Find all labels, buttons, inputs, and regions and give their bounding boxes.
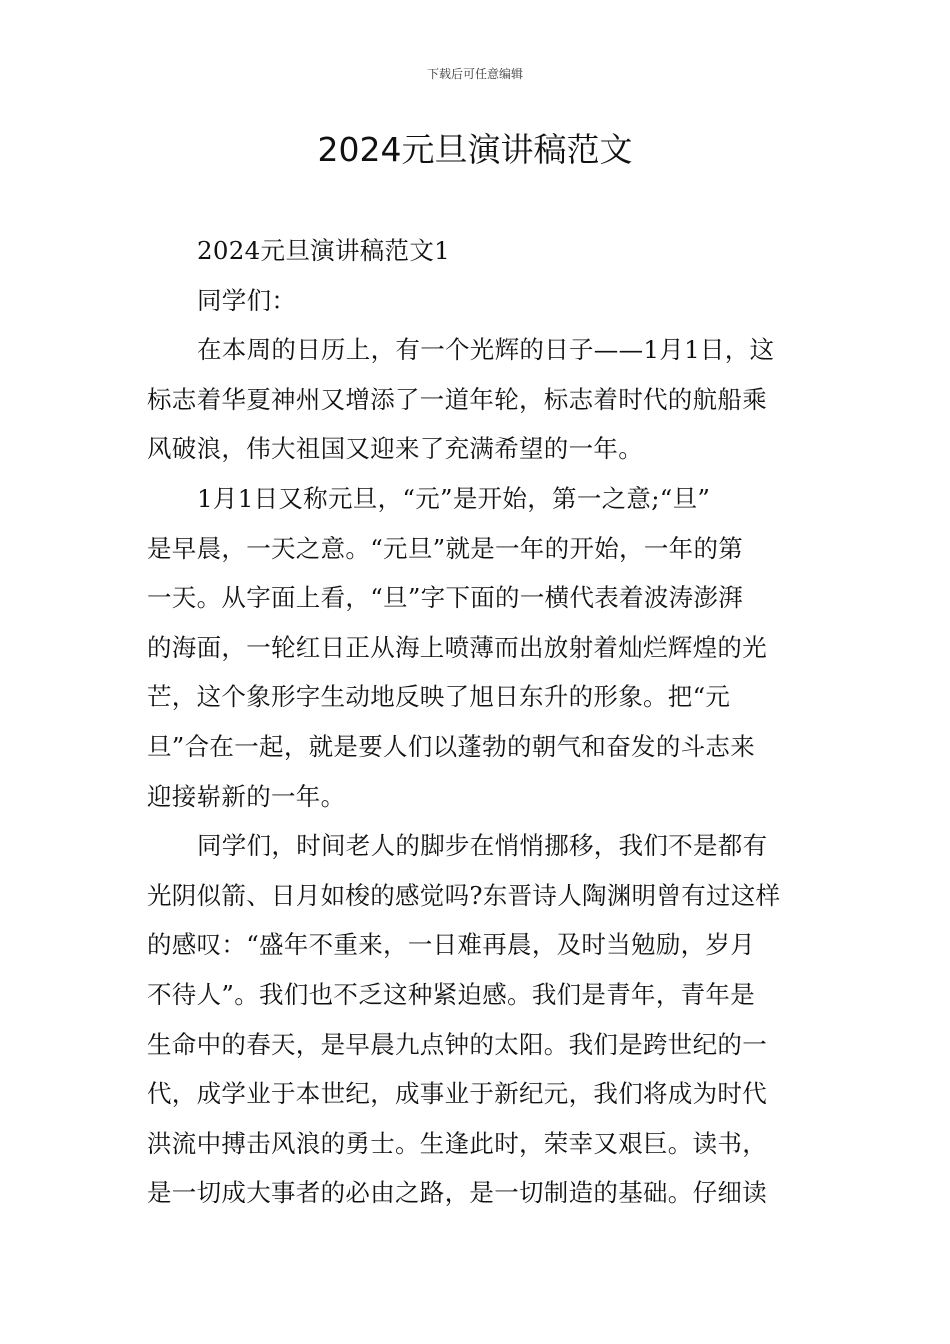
body-line: 光阴似箭、日月如梭的感觉吗?东晋诗人陶渊明曾有过这样 — [147, 880, 781, 910]
body-line: 芒，这个象形字生动地反映了旭日东升的形象。把“元 — [147, 682, 731, 712]
body-line: 迎接崭新的一年。 — [147, 781, 346, 811]
body-line: 同学们，时间老人的脚步在悄悄挪移，我们不是都有 — [197, 831, 768, 861]
body-line: 洪流中搏击风浪的勇士。生逢此时，荣幸又艰巨。读书， — [147, 1128, 767, 1158]
body-line: 不待人”。我们也不乏这种紧迫感。我们是青年，青年是 — [147, 979, 756, 1009]
body-line: 标志着华夏神州又增添了一道年轮，标志着时代的航船乘 — [147, 384, 767, 414]
document-body — [147, 226, 807, 1218]
body-line: 生命中的春天，是早晨九点钟的太阳。我们是跨世纪的一 — [147, 1029, 767, 1059]
body-line: 是早晨，一天之意。“元旦”就是一年的开始，一年的第 — [147, 533, 744, 563]
body-line: 代，成学业于本世纪，成事业于新纪元，我们将成为时代 — [147, 1079, 767, 1109]
body-line: 的海面，一轮红日正从海上喷薄而出放射着灿烂辉煌的光 — [147, 632, 767, 662]
body-line: 在本周的日历上，有一个光辉的日子——1月1日，这 — [197, 335, 775, 365]
body-line: 1月1日又称元旦，“元”是开始，第一之意;“旦” — [197, 483, 711, 513]
header-note: 下载后可任意编辑 — [426, 67, 523, 81]
body-line: 风破浪，伟大祖国又迎来了充满希望的一年。 — [147, 434, 643, 464]
section-heading: 2024元旦演讲稿范文1 — [197, 236, 451, 265]
body-line: 旦”合在一起，就是要人们以蓬勃的朝气和奋发的斗志来 — [147, 731, 756, 761]
body-line: 的感叹：“盛年不重来，一日难再晨，及时当勉励，岁月 — [147, 930, 756, 960]
body-line: 是一切成大事者的必由之路，是一切制造的基础。仔细读 — [147, 1178, 767, 1208]
salutation: 同学们： — [197, 285, 297, 315]
document-title: 2024元旦演讲稿范文 — [317, 130, 633, 169]
body-line: 一天。从字面上看，“旦”字下面的一横代表着波涛澎湃 — [147, 583, 744, 613]
